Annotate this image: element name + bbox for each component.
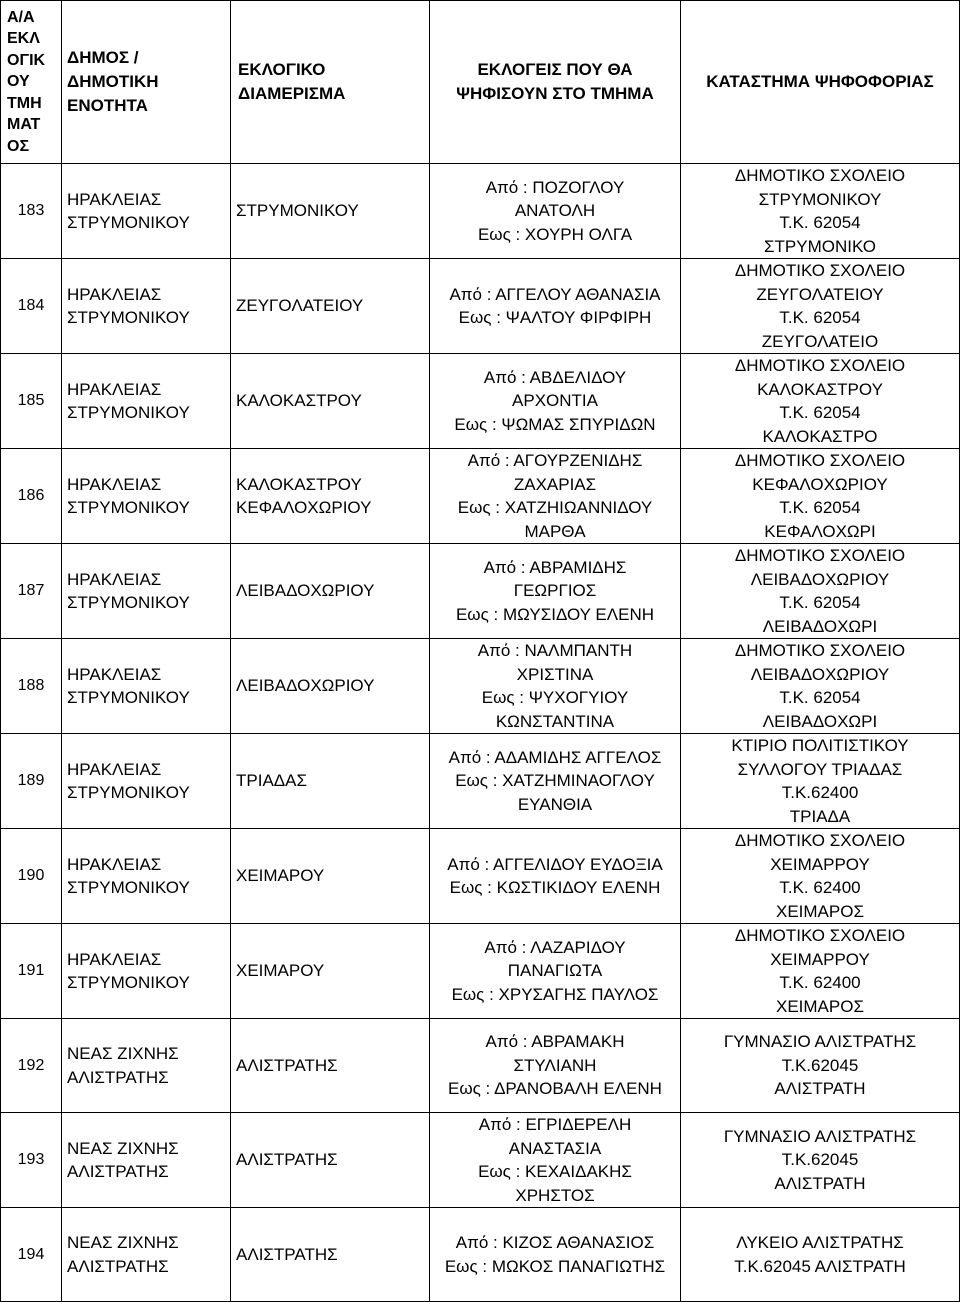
municipality-line: ΣΤΡΥΜΟΝΙΚΟΥ [67, 403, 190, 422]
voters-line: ΧΡΙΣΤΙΝΑ [516, 664, 594, 684]
voters-line: ΚΩΝΣΤΑΝΤΙΝΑ [495, 711, 615, 731]
table-row [1, 734, 960, 829]
municipality-line: ΗΡΑΚΛΕΙΑΣ [67, 379, 162, 399]
header-voters [430, 1, 681, 164]
header-num-line: ΟΥ [7, 73, 30, 91]
station-line: ΓΥΜΝΑΣΙΟ ΑΛΙΣΤΡΑΤΗΣ [723, 1126, 917, 1146]
station-line: ΣΤΡΥΜΟΝΙΚΟ [764, 236, 876, 256]
header-municipality-line: ΔΗΜΟΤΙΚΗ [67, 72, 159, 91]
header-station-line: ΚΑΤΑΣΤΗΜΑ ΨΗΦΟΦΟΡΙΑΣ [706, 72, 934, 91]
station-line: Τ.Κ. 62054 [779, 498, 861, 517]
section-number [1, 924, 62, 1019]
table-row [1, 1019, 960, 1113]
municipality-cell [62, 829, 231, 924]
municipality-line: ΣΤΡΥΜΟΝΙΚΟΥ [67, 783, 190, 802]
department-line: ΤΡΙΑΔΑΣ [236, 771, 307, 791]
municipality-line: ΗΡΑΚΛΕΙΑΣ [67, 569, 162, 589]
section-number [1, 449, 62, 544]
voters-line: Εως : ΜΩΥΣΙΔΟΥ ΕΛΕΝΗ [455, 604, 655, 624]
municipality-line: ΗΡΑΚΛΕΙΑΣ [67, 474, 162, 494]
voters-line: Εως : ΧΡΥΣΑΓΗΣ ΠΑΥΛΟΣ [451, 984, 659, 1004]
table-row [1, 164, 960, 259]
station-line: ΔΗΜΟΤΙΚΟ ΣΧΟΛΕΙΟ [734, 546, 906, 565]
voters-line: Από : ΠΟΖΟΓΛΟΥ [485, 177, 625, 197]
voters-line: Από : ΛΑΖΑΡΙΔΟΥ [484, 937, 626, 957]
header-num-line: ΟΓΙΚ [7, 51, 46, 69]
voters-cell [430, 354, 681, 449]
station-line: ΔΗΜΟΤΙΚΟ ΣΧΟΛΕΙΟ [734, 451, 906, 470]
municipality-cell [62, 354, 231, 449]
municipality-line: ΣΤΡΥΜΟΝΙΚΟΥ [67, 688, 190, 707]
header-department-line: ΔΙΑΜΕΡΙΣΜΑ [238, 84, 346, 103]
polling-station-cell [681, 829, 960, 924]
voters-line: ΑΝΑΤΟΛΗ [514, 201, 596, 221]
municipality-cell [62, 259, 231, 354]
voters-cell [430, 544, 681, 639]
municipality-cell [62, 639, 231, 734]
station-line: ΔΗΜΟΤΙΚΟ ΣΧΟΛΕΙΟ [734, 356, 906, 375]
station-line: ΛΕΙΒΑΔΟΧΩΡΙΟΥ [750, 664, 890, 684]
voters-cell [430, 829, 681, 924]
voters-cell [430, 924, 681, 1019]
voters-line: Εως : ΨΥΧΟΓΥΙΟΥ [481, 688, 629, 707]
voters-cell [430, 734, 681, 829]
voters-cell [430, 449, 681, 544]
station-line: ΔΗΜΟΤΙΚΟ ΣΧΟΛΕΙΟ [734, 926, 906, 945]
department-cell [231, 639, 430, 734]
department-line: ΣΤΡΥΜΟΝΙΚΟΥ [236, 201, 359, 221]
header-voters-line: ΨΗΦΙΣΟΥΝ ΣΤΟ ΤΜΗΜΑ [456, 84, 654, 103]
station-line: ΖΕΥΓΟΛΑΤΕΙΟ [761, 331, 879, 351]
voters-line: Από : ΑΒΡΑΜΑΚΗ [485, 1032, 625, 1052]
voters-cell [430, 1208, 681, 1302]
voters-line: Από : ΑΓΟΥΡΖΕΝΙΔΗΣ [467, 451, 643, 470]
municipality-cell [62, 734, 231, 829]
department-cell [231, 259, 430, 354]
header-department [231, 1, 430, 164]
polling-station-cell [681, 1019, 960, 1113]
department-cell [231, 1113, 430, 1208]
municipality-line: ΗΡΑΚΛΕΙΑΣ [67, 284, 162, 304]
station-line: ΑΛΙΣΤΡΑΤΗ [774, 1173, 866, 1193]
station-line: ΛΥΚΕΙΟ ΑΛΙΣΤΡΑΤΗΣ [736, 1233, 904, 1252]
station-line: ΑΛΙΣΤΡΑΤΗ [774, 1079, 866, 1099]
municipality-line: ΣΤΡΥΜΟΝΙΚΟΥ [67, 308, 190, 327]
station-line: ΖΕΥΓΟΛΑΤΕΙΟΥ [756, 284, 884, 304]
station-line: ΛΕΙΒΑΔΟΧΩΡΙ [762, 616, 878, 636]
voters-line: Εως : ΨΑΛΤΟΥ ΦΙΡΦΙΡΗ [458, 308, 652, 327]
voters-line: ΕΥΑΝΘΙΑ [517, 794, 593, 814]
voters-line: Από : ΑΒΔΕΛΙΔΟΥ [483, 367, 627, 387]
polling-station-cell [681, 354, 960, 449]
header-num-line: ΕΚΛ [7, 30, 40, 48]
header-num-line: ΟΣ [7, 137, 30, 155]
station-line: ΚΕΦΑΛΟΧΩΡΙΟΥ [752, 474, 888, 494]
voters-cell [430, 1019, 681, 1113]
department-cell [231, 829, 430, 924]
section-number-text: 187 [17, 582, 45, 600]
table-row [1, 1208, 960, 1302]
polling-station-cell [681, 734, 960, 829]
department-line: ΖΕΥΓΟΛΑΤΕΙΟΥ [236, 296, 364, 316]
section-number-text: 183 [17, 202, 45, 220]
municipality-cell [62, 544, 231, 639]
municipality-cell [62, 1208, 231, 1302]
department-cell [231, 1208, 430, 1302]
municipality-line: ΝΕΑΣ ΖΙΧΝΗΣ [67, 1138, 179, 1158]
station-line: ΧΕΙΜΑΡΡΟΥ [770, 854, 870, 874]
section-number [1, 1113, 62, 1208]
section-number [1, 639, 62, 734]
municipality-line: ΣΤΡΥΜΟΝΙΚΟΥ [67, 498, 190, 517]
station-line: ΚΕΦΑΛΟΧΩΡΙ [764, 521, 876, 541]
section-number-text: 192 [17, 1056, 45, 1074]
voters-line: Εως : ΔΡΑΝΟΒΑΛΗ ΕΛΕΝΗ [448, 1079, 662, 1099]
station-line: Τ.Κ. 62400 [779, 973, 861, 992]
voters-line: Εως : ΧΑΤΖΗΙΩΑΝΝΙΔΟΥ [457, 498, 653, 517]
department-cell [231, 449, 430, 544]
table-row [1, 449, 960, 544]
voters-line: Εως : ΚΩΣΤΙΚΙΔΟΥ ΕΛΕΝΗ [449, 878, 661, 897]
table-row [1, 354, 960, 449]
station-line: ΣΤΡΥΜΟΝΙΚΟΥ [758, 189, 882, 209]
station-line: ΔΗΜΟΤΙΚΟ ΣΧΟΛΕΙΟ [734, 261, 906, 280]
station-line: Τ.Κ. 62054 [779, 403, 861, 422]
header-department-line: ΕΚΛΟΓΙΚΟ [238, 60, 326, 79]
section-number-text: 184 [17, 297, 45, 315]
voters-line: Από : ΑΒΡΑΜΙΔΗΣ [483, 557, 627, 577]
voters-cell [430, 1113, 681, 1208]
department-line: ΑΛΙΣΤΡΑΤΗΣ [236, 1150, 338, 1170]
department-cell [231, 924, 430, 1019]
station-line: ΔΗΜΟΤΙΚΟ ΣΧΟΛΕΙΟ [734, 641, 906, 660]
department-line: ΚΕΦΑΛΟΧΩΡΙΟΥ [236, 498, 372, 517]
polling-station-cell [681, 449, 960, 544]
voters-line: ΠΑΝΑΓΙΩΤΑ [507, 961, 603, 981]
polling-station-cell [681, 164, 960, 259]
station-line: Τ.Κ. 62400 [779, 878, 861, 897]
voters-line: Εως : ΧΑΤΖΗΜΙΝΑΟΓΛΟΥ [455, 771, 655, 791]
municipality-line: ΗΡΑΚΛΕΙΑΣ [67, 664, 162, 684]
voters-line: ΑΡΧΟΝΤΙΑ [512, 391, 598, 411]
municipality-line: ΗΡΑΚΛΕΙΑΣ [67, 189, 162, 209]
header-num-line: Α/Α [7, 8, 35, 26]
section-number [1, 544, 62, 639]
polling-station-cell [681, 544, 960, 639]
voters-line: Από : ΑΓΓΕΛΟΥ ΑΘΑΝΑΣΙΑ [449, 284, 661, 304]
municipality-line: ΝΕΑΣ ΖΙΧΝΗΣ [67, 1044, 179, 1063]
table-row [1, 829, 960, 924]
voters-line: ΓΕΩΡΓΙΟΣ [513, 581, 597, 601]
voters-line: ΑΝΑΣΤΑΣΙΑ [508, 1138, 602, 1158]
municipality-line: ΣΤΡΥΜΟΝΙΚΟΥ [67, 213, 190, 232]
table-row [1, 544, 960, 639]
voters-line: Εως : ΨΩΜΑΣ ΣΠΥΡΙΔΩΝ [454, 414, 656, 434]
voters-line: ΖΑΧΑΡΙΑΣ [513, 474, 597, 494]
section-number-text: 189 [17, 772, 45, 790]
header-num-line: ΤΜΗ [7, 94, 42, 112]
voters-line: Από : ΑΓΓΕΛΙΔΟΥ ΕΥΔΟΞΙΑ [447, 854, 663, 874]
station-line: Τ.Κ. 62054 [779, 688, 861, 707]
municipality-cell [62, 1113, 231, 1208]
department-cell [231, 354, 430, 449]
section-number [1, 259, 62, 354]
header-polling-station [681, 1, 960, 164]
voters-cell [430, 639, 681, 734]
section-number [1, 354, 62, 449]
section-number-text: 190 [17, 867, 45, 885]
polling-station-cell [681, 259, 960, 354]
municipality-line: ΣΤΡΥΜΟΝΙΚΟΥ [67, 878, 190, 897]
station-line: ΔΗΜΟΤΙΚΟ ΣΧΟΛΕΙΟ [734, 166, 906, 185]
station-line: Τ.Κ. 62054 [779, 593, 861, 612]
voters-cell [430, 164, 681, 259]
municipality-cell [62, 924, 231, 1019]
section-number-text: 191 [17, 962, 45, 980]
section-number-text: 193 [17, 1151, 45, 1169]
station-line: ΧΕΙΜΑΡΟΣ [776, 996, 864, 1016]
voters-line: Από : ΝΑΛΜΠΑΝΤΗ [477, 641, 633, 660]
polling-station-cell [681, 639, 960, 734]
station-line: ΚΤΙΡΙΟ ΠΟΛΙΤΙΣΤΙΚΟΥ [731, 736, 909, 755]
department-line: ΚΑΛΟΚΑΣΤΡΟΥ [236, 474, 362, 494]
department-line: ΧΕΙΜΑΡΟΥ [236, 866, 325, 886]
department-cell [231, 734, 430, 829]
station-line: Τ.Κ.62045 [781, 1150, 859, 1170]
voters-cell [430, 259, 681, 354]
station-line: Τ.Κ.62045 [781, 1055, 859, 1075]
station-line: ΚΑΛΟΚΑΣΤΡΟ [762, 426, 878, 446]
station-line: ΤΡΙΑΔΑ [789, 806, 851, 826]
station-line: Τ.Κ. 62054 [779, 308, 861, 327]
table-row [1, 1113, 960, 1208]
department-line: ΛΕΙΒΑΔΟΧΩΡΙΟΥ [236, 581, 375, 601]
department-cell [231, 1019, 430, 1113]
table-row [1, 924, 960, 1019]
station-line: Τ.Κ. 62054 [779, 213, 861, 232]
section-number-text: 186 [17, 487, 45, 505]
polling-station-cell [681, 1208, 960, 1302]
voters-line: Εως : ΚΕΧΑΙΔΑΚΗΣ [478, 1162, 632, 1181]
municipality-line: ΗΡΑΚΛΕΙΑΣ [67, 854, 162, 874]
municipality-line: ΑΛΙΣΤΡΑΤΗΣ [67, 1162, 169, 1181]
station-line: ΧΕΙΜΑΡΡΟΥ [770, 949, 870, 969]
municipality-cell [62, 449, 231, 544]
voters-line: ΣΤΥΛΙΑΝΗ [513, 1055, 597, 1075]
municipality-line: ΝΕΑΣ ΖΙΧΝΗΣ [67, 1233, 179, 1252]
voters-line: ΧΡΗΣΤΟΣ [515, 1185, 595, 1205]
voters-line: Από : ΑΔΑΜΙΔΗΣ ΑΓΓΕΛΟΣ [448, 747, 662, 767]
station-line: ΚΑΛΟΚΑΣΤΡΟΥ [757, 379, 883, 399]
department-cell [231, 164, 430, 259]
section-number [1, 734, 62, 829]
voters-line: Εως : ΜΩΚΟΣ ΠΑΝΑΓΙΩΤΗΣ [444, 1256, 666, 1276]
station-line: ΓΥΜΝΑΣΙΟ ΑΛΙΣΤΡΑΤΗΣ [723, 1032, 917, 1052]
section-number [1, 164, 62, 259]
municipality-line: ΗΡΑΚΛΕΙΑΣ [67, 949, 162, 969]
station-line: ΛΕΙΒΑΔΟΧΩΡΙΟΥ [750, 569, 890, 589]
header-voters-line: ΕΚΛΟΓΕΙΣ ΠΟΥ ΘΑ [477, 60, 633, 79]
department-line: ΑΛΙΣΤΡΑΤΗΣ [236, 1244, 338, 1264]
header-municipality-line: ΕΝΟΤΗΤΑ [67, 96, 148, 115]
section-number [1, 1208, 62, 1302]
department-cell [231, 544, 430, 639]
header-section-number [1, 1, 62, 164]
department-line: ΚΑΛΟΚΑΣΤΡΟΥ [236, 391, 362, 411]
voters-line: Από : ΕΓΡΙΔΕΡΕΛΗ [478, 1115, 632, 1134]
municipality-line: ΣΤΡΥΜΟΝΙΚΟΥ [67, 973, 190, 992]
section-number-text: 188 [17, 677, 45, 695]
section-number [1, 829, 62, 924]
polling-station-cell [681, 1113, 960, 1208]
station-line: ΣΥΛΛΟΓΟΥ ΤΡΙΑΔΑΣ [737, 759, 903, 779]
section-number-text: 194 [17, 1245, 45, 1263]
department-line: ΑΛΙΣΤΡΑΤΗΣ [236, 1055, 338, 1075]
municipality-cell [62, 164, 231, 259]
header-num-line: ΜΑΤ [7, 116, 41, 134]
municipality-cell [62, 1019, 231, 1113]
voters-line: ΜΑΡΘΑ [524, 521, 586, 541]
municipality-line: ΑΛΙΣΤΡΑΤΗΣ [67, 1256, 169, 1276]
header-municipality-line: ΔΗΜΟΣ / [67, 48, 139, 67]
station-line: Τ.Κ.62400 [781, 783, 859, 802]
station-line: ΔΗΜΟΤΙΚΟ ΣΧΟΛΕΙΟ [734, 831, 906, 850]
table-row [1, 259, 960, 354]
municipality-line: ΣΤΡΥΜΟΝΙΚΟΥ [67, 593, 190, 612]
polling-station-cell [681, 924, 960, 1019]
municipality-line: ΑΛΙΣΤΡΑΤΗΣ [67, 1067, 169, 1087]
station-line: ΧΕΙΜΑΡΟΣ [776, 901, 864, 921]
voters-line: Από : ΚΙΖΟΣ ΑΘΑΝΑΣΙΟΣ [455, 1233, 655, 1252]
department-line: ΧΕΙΜΑΡΟΥ [236, 961, 325, 981]
municipality-line: ΗΡΑΚΛΕΙΑΣ [67, 759, 162, 779]
voters-line: Εως : ΧΟΥΡΗ ΟΛΓΑ [477, 224, 633, 244]
department-line: ΛΕΙΒΑΔΟΧΩΡΙΟΥ [236, 676, 375, 696]
table-row [1, 639, 960, 734]
station-line: Τ.Κ.62045 ΑΛΙΣΤΡΑΤΗ [734, 1256, 906, 1276]
header-row [1, 1, 960, 164]
header-municipality [62, 1, 231, 164]
section-number [1, 1019, 62, 1113]
station-line: ΛΕΙΒΑΔΟΧΩΡΙ [762, 711, 878, 731]
section-number-text: 185 [17, 392, 45, 410]
